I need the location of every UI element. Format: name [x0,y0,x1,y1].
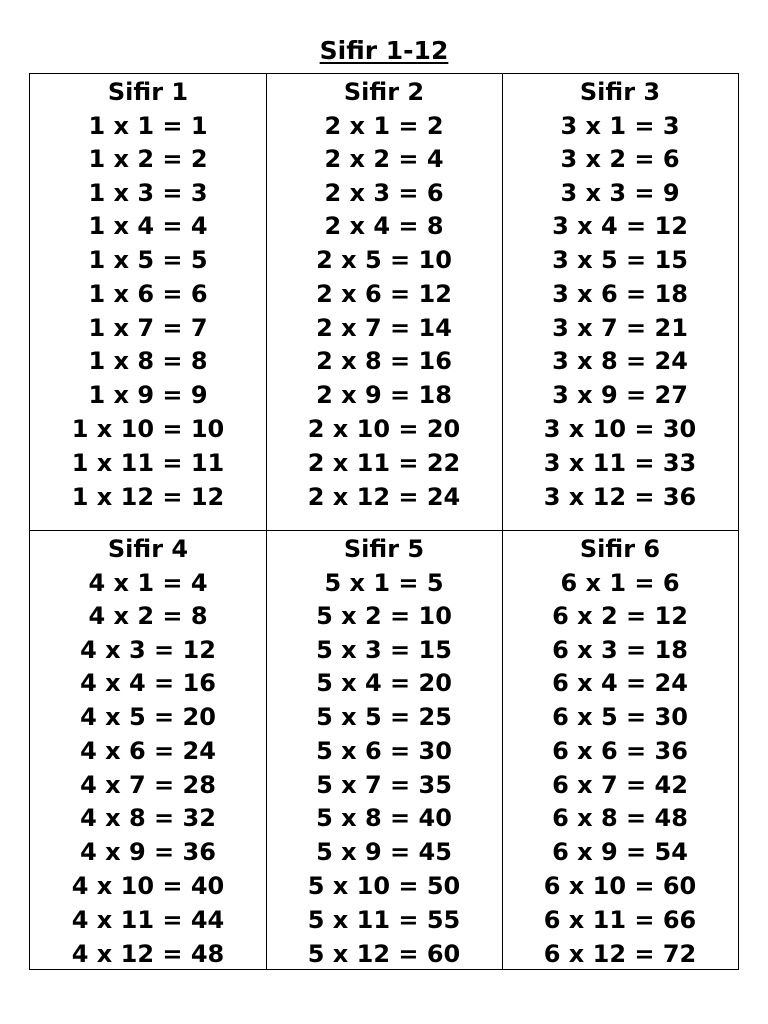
table-row: 1 x 5 = 5 [88,246,208,274]
table-row: 5 x 6 = 30 [316,737,452,765]
table-row: 4 x 5 = 20 [80,703,216,731]
table-row: 1 x 7 = 7 [88,314,208,342]
table-row: 4 x 1 = 4 [88,569,208,597]
table-row: 2 x 5 = 10 [316,246,452,274]
table-row: 5 x 11 = 55 [307,906,461,934]
table-row: 6 x 1 = 6 [560,569,680,597]
table-row: 4 x 9 = 36 [80,838,216,866]
table-row: 6 x 6 = 36 [552,737,688,765]
table-row: 1 x 4 = 4 [88,212,208,240]
table-row: 5 x 3 = 15 [316,636,452,664]
table-row: 1 x 2 = 2 [88,145,208,173]
table-row: 5 x 5 = 25 [316,703,452,731]
table-heading: Sifir 1 [107,78,189,106]
table-row: 1 x 12 = 12 [71,483,225,511]
table-row: 6 x 10 = 60 [543,872,697,900]
table-row: 1 x 6 = 6 [88,280,208,308]
table-row: 4 x 6 = 24 [80,737,216,765]
table-row: 4 x 11 = 44 [71,906,225,934]
table-row: 5 x 10 = 50 [307,872,461,900]
table-row: 6 x 2 = 12 [552,602,688,630]
table-row: 4 x 2 = 8 [88,602,208,630]
table-row: 3 x 5 = 15 [552,246,688,274]
table-row: 6 x 3 = 18 [552,636,688,664]
table-row: 1 x 11 = 11 [71,449,225,477]
table-row: 2 x 3 = 6 [324,179,444,207]
table-row: 1 x 1 = 1 [88,112,208,140]
table-heading: Sifir 6 [579,535,661,563]
table-row: 5 x 4 = 20 [316,669,452,697]
table-row: 2 x 1 = 2 [324,112,444,140]
table-row: 2 x 6 = 12 [316,280,452,308]
table-row: 5 x 9 = 45 [316,838,452,866]
table-row: 2 x 4 = 8 [324,212,444,240]
table-heading: Sifir 4 [107,535,189,563]
table-row: 2 x 2 = 4 [324,145,444,173]
table-row: 5 x 8 = 40 [316,804,452,832]
table-row: 6 x 11 = 66 [543,906,697,934]
table-row: 3 x 10 = 30 [543,415,697,443]
table-row: 1 x 9 = 9 [88,381,208,409]
table-row: 3 x 4 = 12 [552,212,688,240]
table-row: 6 x 12 = 72 [543,940,697,968]
table-row: 2 x 7 = 14 [316,314,452,342]
table-row: 6 x 5 = 30 [552,703,688,731]
table-row: 3 x 12 = 36 [543,483,697,511]
table-row: 3 x 9 = 27 [552,381,688,409]
table-row: 3 x 1 = 3 [560,112,680,140]
table-row: 4 x 7 = 28 [80,771,216,799]
table-row: 4 x 3 = 12 [80,636,216,664]
table-row: 3 x 3 = 9 [560,179,680,207]
table-row: 4 x 12 = 48 [71,940,225,968]
table-row: 6 x 9 = 54 [552,838,688,866]
table-row: 2 x 12 = 24 [307,483,461,511]
table-row: 3 x 2 = 6 [560,145,680,173]
table-row: 2 x 9 = 18 [316,381,452,409]
table-row: 3 x 11 = 33 [543,449,697,477]
table-row: 3 x 6 = 18 [552,280,688,308]
table-row: 4 x 8 = 32 [80,804,216,832]
table-row: 1 x 10 = 10 [71,415,225,443]
table-row: 4 x 10 = 40 [71,872,225,900]
table-row: 3 x 8 = 24 [552,347,688,375]
table-row: 1 x 8 = 8 [88,347,208,375]
table-row: 3 x 7 = 21 [552,314,688,342]
table-row: 5 x 12 = 60 [307,940,461,968]
row-divider [30,530,738,531]
table-row: 2 x 10 = 20 [307,415,461,443]
table-heading: Sifir 5 [343,535,425,563]
table-heading: Sifir 3 [579,78,661,106]
page-title: Sifir 1-12 [319,36,449,65]
table-heading: Sifir 2 [343,78,425,106]
table-row: 6 x 7 = 42 [552,771,688,799]
table-row: 2 x 11 = 22 [307,449,461,477]
table-row: 5 x 2 = 10 [316,602,452,630]
table-row: 1 x 3 = 3 [88,179,208,207]
table-row: 6 x 4 = 24 [552,669,688,697]
table-row: 6 x 8 = 48 [552,804,688,832]
table-row: 4 x 4 = 16 [80,669,216,697]
table-row: 5 x 7 = 35 [316,771,452,799]
multiplication-grid [29,73,739,970]
table-row: 5 x 1 = 5 [324,569,444,597]
table-row: 2 x 8 = 16 [316,347,452,375]
